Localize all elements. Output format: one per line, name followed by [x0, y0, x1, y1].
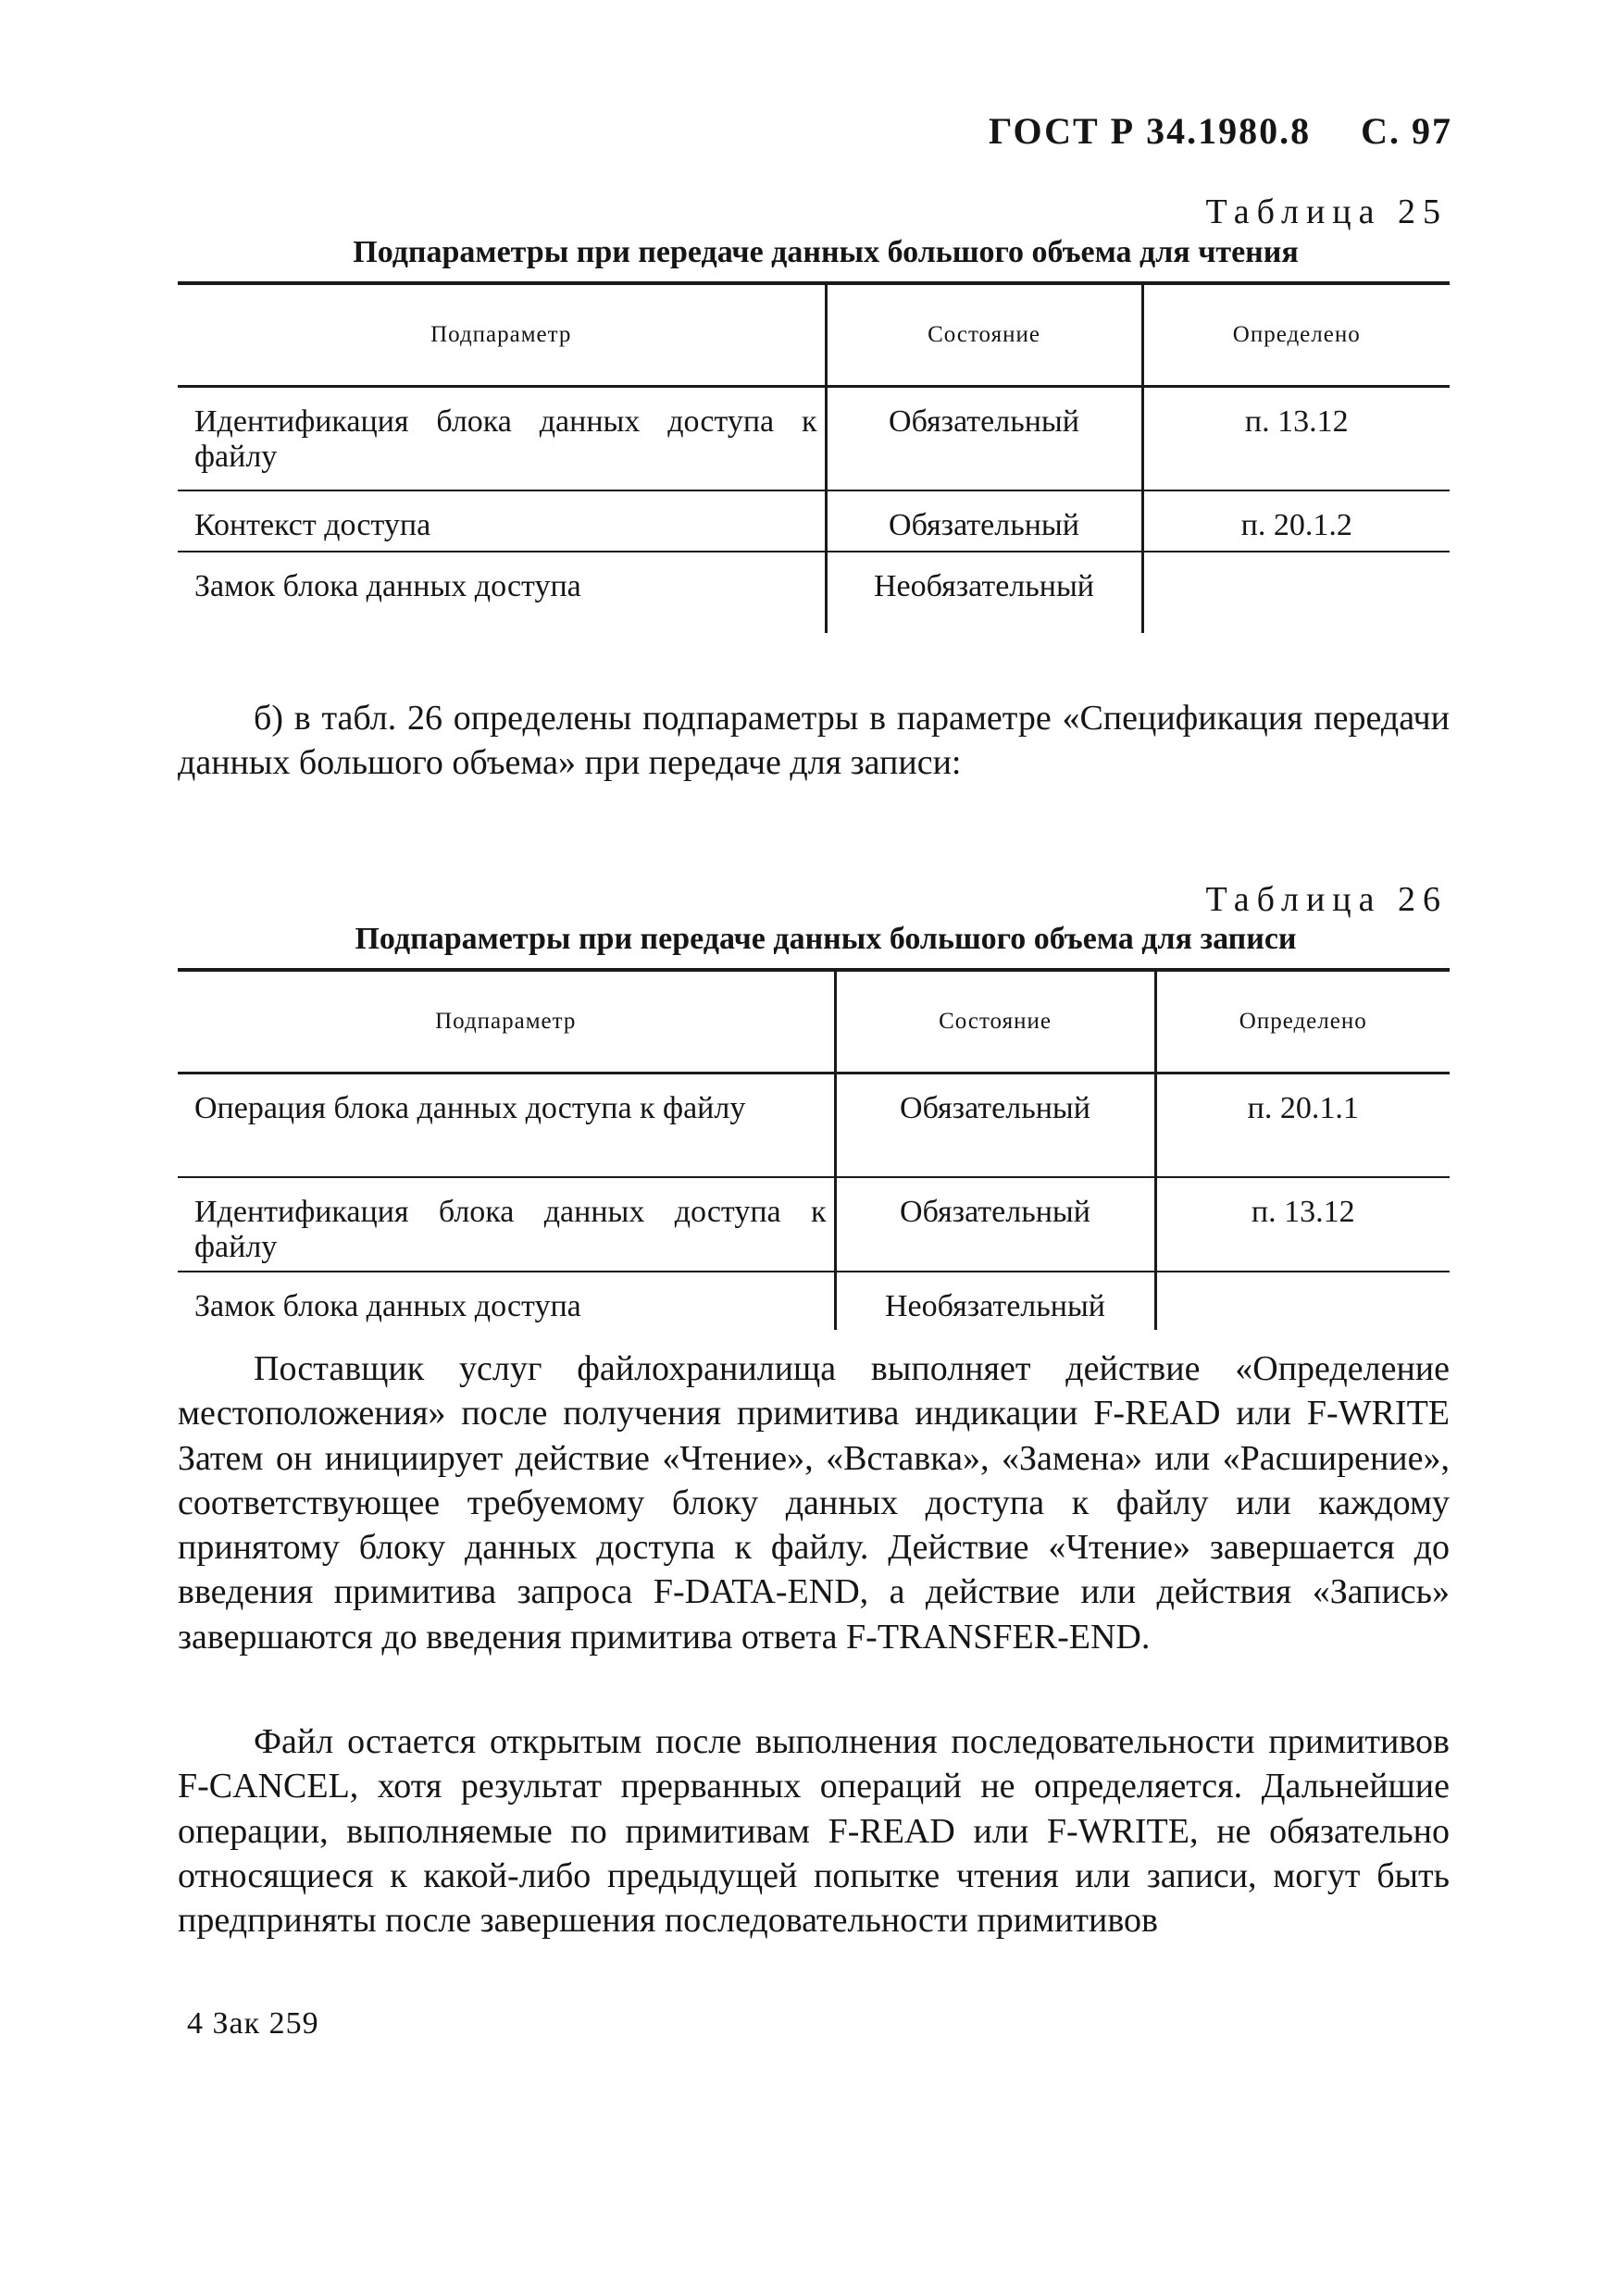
column-header-ref: Определено — [1142, 283, 1450, 387]
standard-number: ГОСТ Р 34.1980.8 — [989, 110, 1312, 152]
page-header — [989, 109, 1452, 153]
body-paragraph-1: Поставщик услуг файлохранилища выполняет действие «Определение местоположения» после получения примитива индикации F-READ или F-WRITE Затем он инициирует действие «Чтение», «Вставка», «Замена» или «Расширение», соответствующее требуемому блоку данных доступа к файлу или каждому принятому блоку данных доступа к файлу. Действие «Чтение» завершается до введения примитива запроса F-DATA-END, а действие или действия «Запись» завершаются до введения примитива ответа F-TRANSFER-END. — [178, 1349, 1450, 1657]
cell-ref: п. 13.12 — [1155, 1177, 1450, 1272]
cell-param: Идентификация блока данных доступа к файлу — [178, 1177, 835, 1272]
cell-param: Идентификация блока данных доступа к файлу — [178, 387, 826, 490]
cell-param: Замок блока данных доступа — [194, 568, 581, 603]
table-26 — [178, 968, 1450, 1330]
cell-state: Обязательный — [835, 1074, 1155, 1177]
table-header-row — [178, 970, 1450, 1074]
column-header-ref: Определено — [1155, 970, 1450, 1074]
cell-param: Контекст доступа — [178, 490, 826, 552]
cell-state: Обязательный — [835, 1177, 1155, 1272]
body-paragraph-2: Файл остается открытым после выполнения последовательности примитивов F-CANCEL, хотя результат прерванных операций не определяется. Дальнейшие операции, выполняемые по примитивам F-READ или F-WRITE, не обязательно относящиеся к какой-либо предыдущей попытке чтения или записи, могут быть предприняты после завершения последовательности примитивов — [178, 1722, 1450, 1940]
cell-ref: п. 20.1.1 — [1155, 1074, 1450, 1177]
column-header-state: Состояние — [835, 970, 1155, 1074]
cell-param: Операция блока данных доступа к файлу — [178, 1074, 835, 1177]
paragraph-b: б) в табл. 26 определены подпараметры в параметре «Спецификация передачи данных большого объема» при передаче для записи: — [178, 699, 1450, 783]
table-row — [178, 1272, 1450, 1330]
column-header-param: Подпараметр — [178, 970, 835, 1074]
print-order-note: 4 Зак 259 — [187, 2006, 319, 2041]
table-25-label: Таблица 25 — [1205, 192, 1448, 231]
cell-ref — [1155, 1272, 1450, 1330]
table-26-label: Таблица 26 — [1205, 880, 1448, 919]
table-row — [178, 552, 1450, 633]
cell-state: Обязательный — [826, 490, 1142, 552]
cell-state: Необязательный — [826, 552, 1142, 633]
cell-state: Обязательный — [826, 387, 1142, 490]
table-header-row — [178, 283, 1450, 387]
cell-param: Замок блока данных доступа — [194, 1288, 581, 1323]
cell-ref — [1142, 552, 1450, 633]
column-header-param: Подпараметр — [178, 283, 826, 387]
table-row — [178, 1177, 1450, 1272]
table-26-caption: Подпараметры при передаче данных большого объема для записи — [355, 922, 1297, 956]
cell-state: Необязательный — [835, 1272, 1155, 1330]
table-row — [178, 490, 1450, 552]
table-row — [178, 387, 1450, 490]
table-25 — [178, 281, 1450, 633]
page-number: С. 97 — [1361, 110, 1452, 152]
cell-ref: п. 13.12 — [1142, 387, 1450, 490]
table-row — [178, 1074, 1450, 1177]
cell-ref: п. 20.1.2 — [1142, 490, 1450, 552]
column-header-state: Состояние — [826, 283, 1142, 387]
table-25-caption: Подпараметры при передаче данных большого объема для чтения — [353, 235, 1299, 269]
